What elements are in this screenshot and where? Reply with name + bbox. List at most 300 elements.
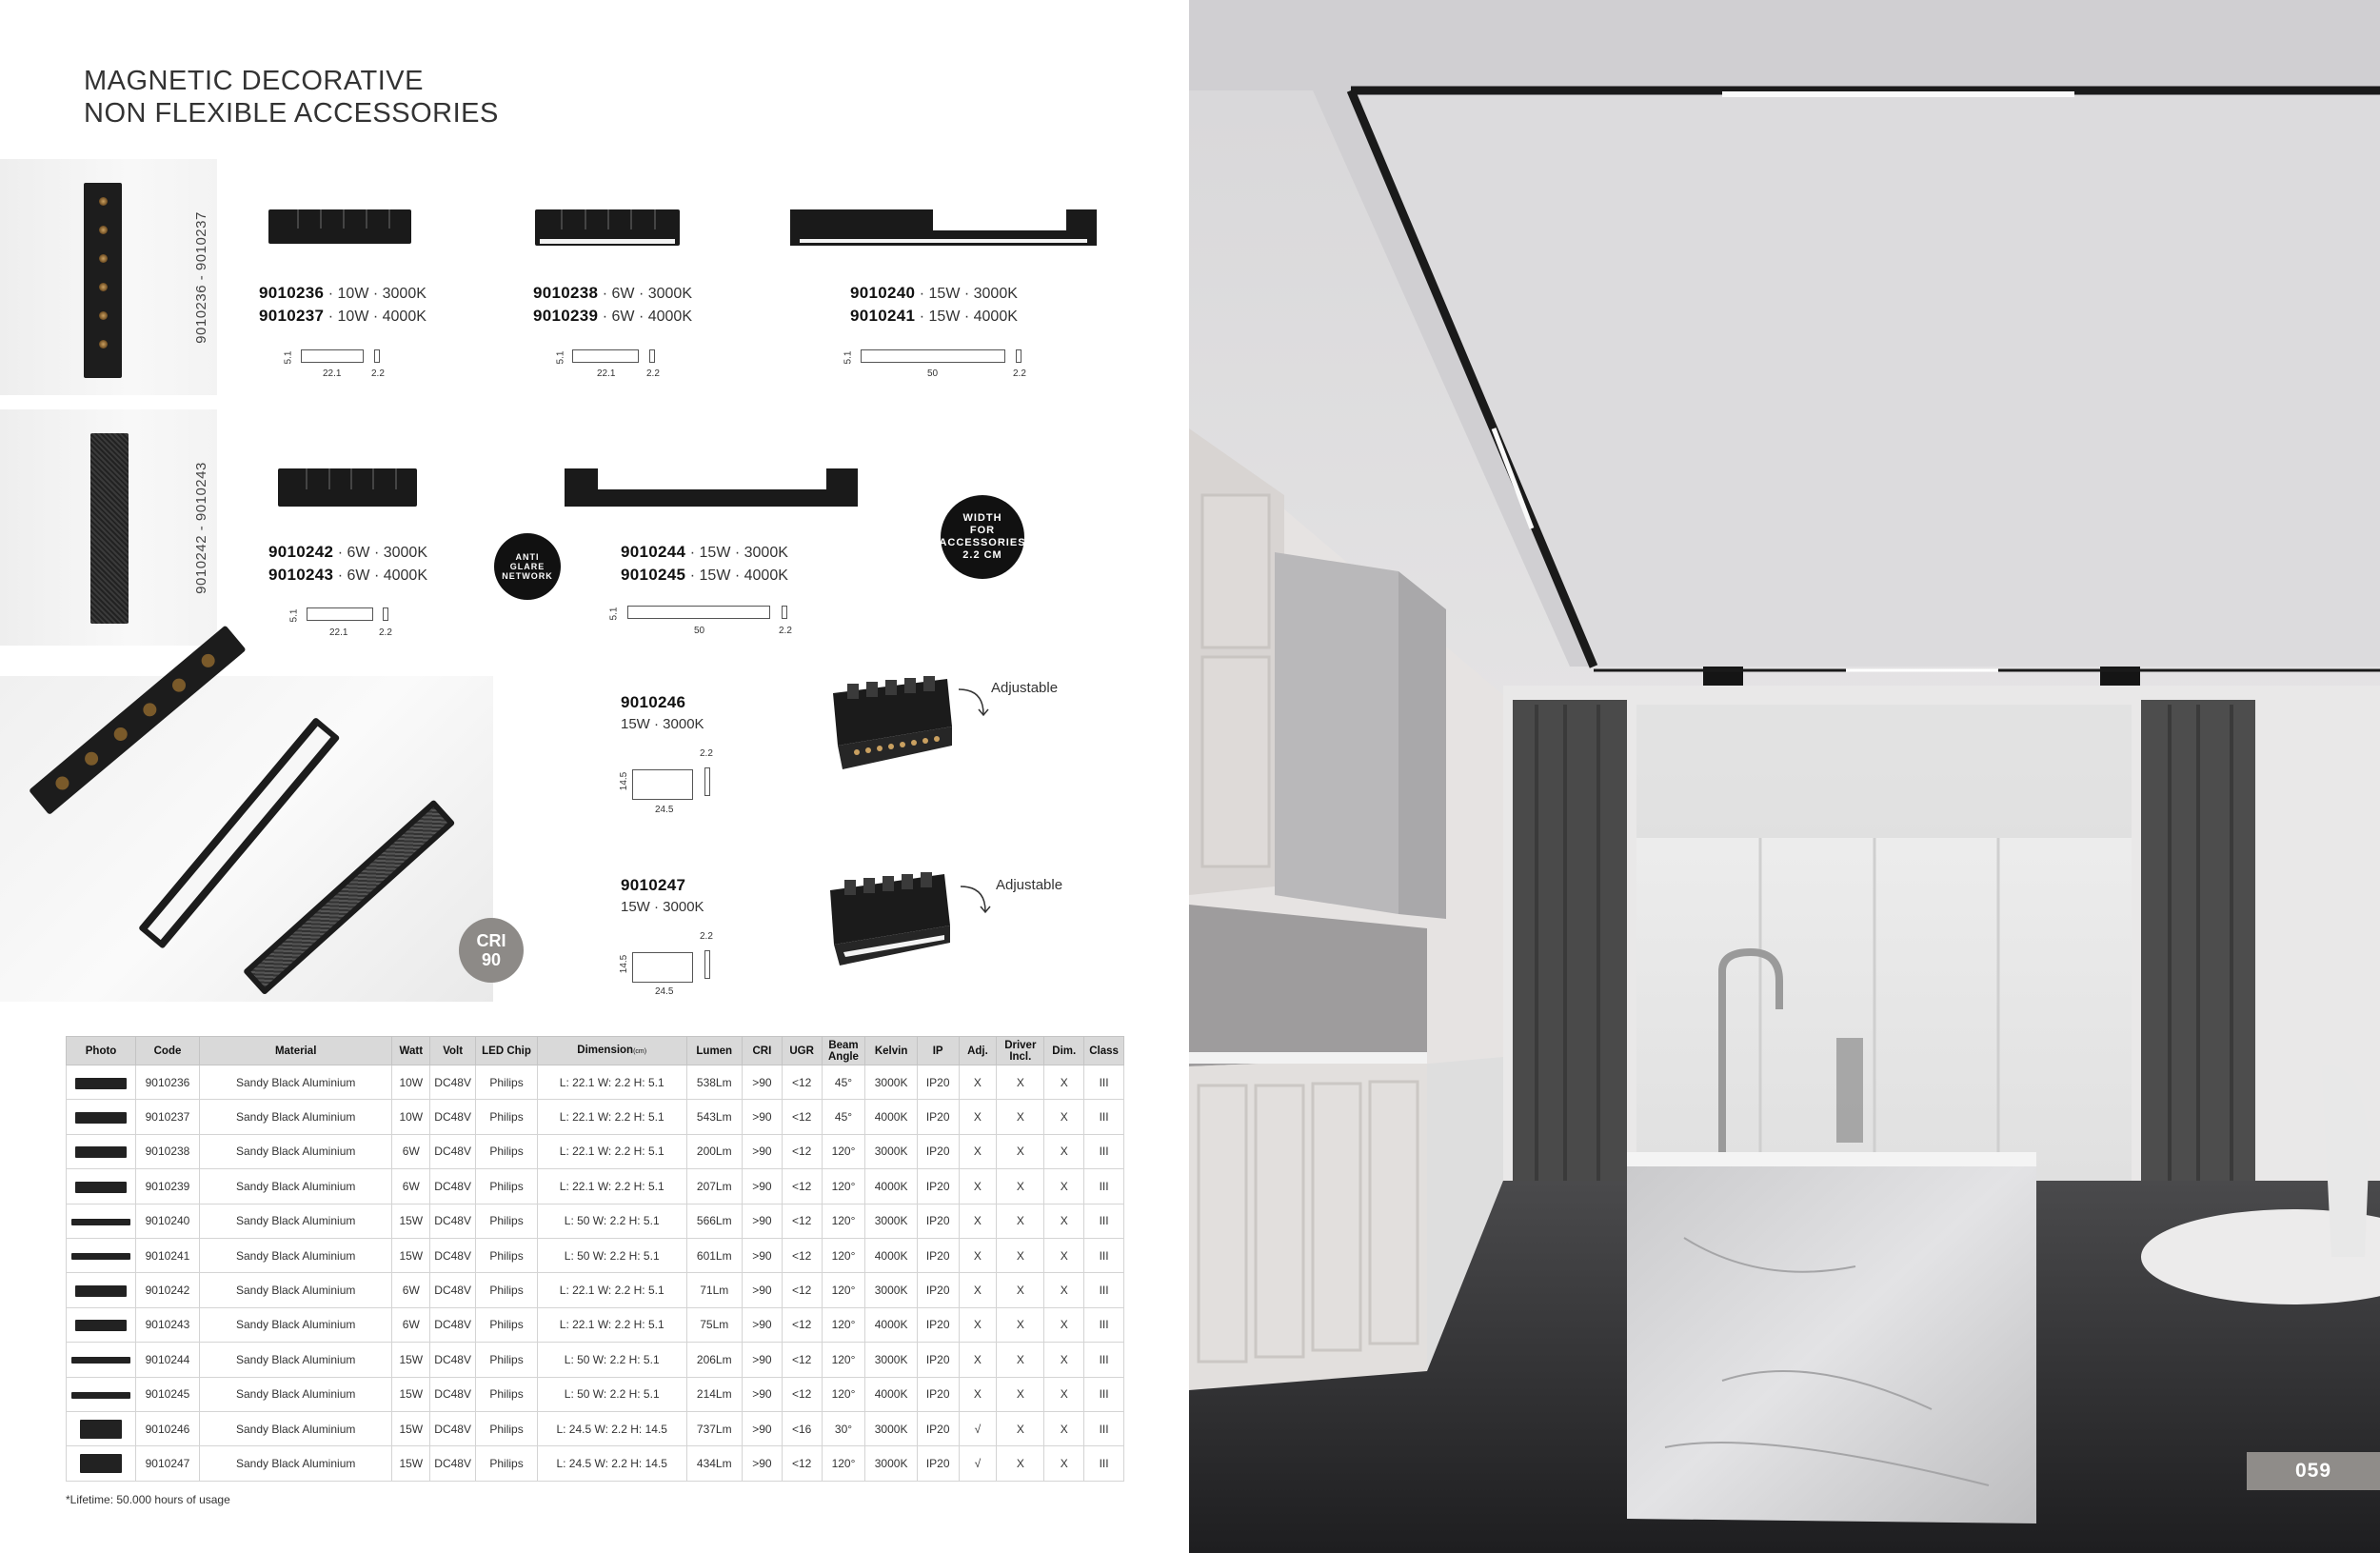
spec-9010246: 15W · 3000K bbox=[621, 716, 704, 732]
dim-width: 2.2 bbox=[379, 627, 392, 638]
cell-kelvin: 3000K bbox=[865, 1065, 917, 1100]
product-thumbnail bbox=[75, 1112, 127, 1124]
dim-length: 22.1 bbox=[323, 368, 342, 379]
code-9010246: 9010246 bbox=[621, 693, 686, 711]
dim-length: 50 bbox=[927, 368, 939, 379]
table-row bbox=[67, 1307, 1124, 1342]
product-thumbnail bbox=[75, 1182, 127, 1193]
cell-ugr: <12 bbox=[782, 1446, 822, 1481]
cell-dim: X bbox=[1044, 1307, 1084, 1342]
cell-photo bbox=[67, 1134, 136, 1168]
anti-glare-badge: ANTI GLARE NETWORK bbox=[494, 533, 561, 600]
dim-height: 14.5 bbox=[619, 954, 630, 974]
cell-adj: X bbox=[959, 1238, 997, 1272]
cell-code: 9010245 bbox=[136, 1377, 200, 1411]
cell-code: 9010244 bbox=[136, 1343, 200, 1377]
cell-ugr: <12 bbox=[782, 1100, 822, 1134]
cell-driver: X bbox=[997, 1411, 1044, 1445]
cell-adj: √ bbox=[959, 1446, 997, 1481]
led-spot bbox=[99, 311, 108, 320]
cell-volt: DC48V bbox=[430, 1307, 476, 1342]
cell-chip: Philips bbox=[476, 1273, 538, 1307]
dim-length: 22.1 bbox=[597, 368, 616, 379]
cell-ip: IP20 bbox=[917, 1169, 959, 1204]
cell-class: III bbox=[1084, 1343, 1124, 1377]
cell-lumen: 207Lm bbox=[686, 1169, 742, 1204]
cell-driver: X bbox=[997, 1204, 1044, 1238]
cell-dimension: L: 22.1 W: 2.2 H: 5.1 bbox=[537, 1065, 686, 1100]
cell-driver: X bbox=[997, 1343, 1044, 1377]
cell-kelvin: 4000K bbox=[865, 1169, 917, 1204]
cell-beam: 120° bbox=[822, 1204, 865, 1238]
adjustable-track-image-9010246 bbox=[814, 674, 957, 774]
dimension-drawing bbox=[632, 952, 693, 983]
dimension-drawing-side bbox=[1016, 349, 1021, 363]
cell-dimension: L: 50 W: 2.2 H: 5.1 bbox=[537, 1343, 686, 1377]
cell-driver: X bbox=[997, 1100, 1044, 1134]
cell-dimension: L: 50 W: 2.2 H: 5.1 bbox=[537, 1204, 686, 1238]
cell-class: III bbox=[1084, 1273, 1124, 1307]
cell-chip: Philips bbox=[476, 1169, 538, 1204]
code-9010244: 9010244 · 15W · 3000K bbox=[621, 543, 788, 561]
cell-watt: 6W bbox=[392, 1307, 430, 1342]
cell-ip: IP20 bbox=[917, 1204, 959, 1238]
cell-cri: >90 bbox=[742, 1100, 782, 1134]
cell-chip: Philips bbox=[476, 1134, 538, 1168]
cell-ip: IP20 bbox=[917, 1446, 959, 1481]
cell-material: Sandy Black Aluminium bbox=[199, 1411, 392, 1445]
cell-volt: DC48V bbox=[430, 1169, 476, 1204]
dimension-drawing bbox=[301, 349, 364, 363]
cell-kelvin: 4000K bbox=[865, 1377, 917, 1411]
cell-photo bbox=[67, 1343, 136, 1377]
adjustable-label-9010246: Adjustable bbox=[991, 680, 1059, 696]
cell-watt: 6W bbox=[392, 1273, 430, 1307]
cell-kelvin: 3000K bbox=[865, 1273, 917, 1307]
cell-driver: X bbox=[997, 1446, 1044, 1481]
table-row bbox=[67, 1343, 1124, 1377]
dim-height: 5.1 bbox=[288, 608, 300, 623]
code-9010245: 9010245 · 15W · 4000K bbox=[621, 566, 788, 584]
dim-width: 2.2 bbox=[646, 368, 660, 379]
code-9010239: 9010239 · 6W · 4000K bbox=[533, 307, 692, 325]
cell-ip: IP20 bbox=[917, 1238, 959, 1272]
product-image-9010236 bbox=[268, 209, 411, 244]
cell-ugr: <16 bbox=[782, 1411, 822, 1445]
spec-table bbox=[66, 1036, 1124, 1482]
product-photo-9010236 bbox=[0, 159, 217, 395]
cell-material: Sandy Black Aluminium bbox=[199, 1100, 392, 1134]
cell-beam: 120° bbox=[822, 1446, 865, 1481]
th-led-chip: LED Chip bbox=[476, 1037, 538, 1065]
cell-dim: X bbox=[1044, 1377, 1084, 1411]
cell-ugr: <12 bbox=[782, 1169, 822, 1204]
cell-class: III bbox=[1084, 1377, 1124, 1411]
left-page bbox=[0, 0, 1189, 1553]
cell-watt: 15W bbox=[392, 1343, 430, 1377]
cell-dim: X bbox=[1044, 1446, 1084, 1481]
dim-length: 24.5 bbox=[655, 805, 674, 815]
dim-height: 5.1 bbox=[555, 350, 566, 365]
cell-beam: 120° bbox=[822, 1134, 865, 1168]
cell-chip: Philips bbox=[476, 1411, 538, 1445]
product-thumbnail bbox=[75, 1146, 127, 1158]
cell-material: Sandy Black Aluminium bbox=[199, 1238, 392, 1272]
cell-volt: DC48V bbox=[430, 1343, 476, 1377]
cell-material: Sandy Black Aluminium bbox=[199, 1307, 392, 1342]
adjustable-label-9010247: Adjustable bbox=[996, 877, 1063, 893]
width-badge: WIDTH FOR ACCESSORIES 2.2 CM bbox=[941, 495, 1024, 579]
cell-lumen: 566Lm bbox=[686, 1204, 742, 1238]
dim-width: 2.2 bbox=[371, 368, 385, 379]
cell-dim: X bbox=[1044, 1411, 1084, 1445]
dimension-drawing-side bbox=[782, 606, 787, 619]
cell-watt: 15W bbox=[392, 1411, 430, 1445]
table-header-row bbox=[67, 1037, 1124, 1065]
cell-beam: 120° bbox=[822, 1273, 865, 1307]
product-thumbnail bbox=[71, 1253, 130, 1260]
cell-photo bbox=[67, 1446, 136, 1481]
cell-watt: 15W bbox=[392, 1238, 430, 1272]
cell-driver: X bbox=[997, 1134, 1044, 1168]
product-image-9010242 bbox=[278, 468, 417, 507]
cell-code: 9010237 bbox=[136, 1100, 200, 1134]
cell-dimension: L: 22.1 W: 2.2 H: 5.1 bbox=[537, 1169, 686, 1204]
cell-driver: X bbox=[997, 1169, 1044, 1204]
cell-volt: DC48V bbox=[430, 1377, 476, 1411]
th-adj: Adj. bbox=[959, 1037, 997, 1065]
cell-dim: X bbox=[1044, 1238, 1084, 1272]
dim-width: 2.2 bbox=[1013, 368, 1026, 379]
th-dim: Dim. bbox=[1044, 1037, 1084, 1065]
table-row bbox=[67, 1204, 1124, 1238]
kitchen-scene-image bbox=[1189, 0, 2380, 1553]
cell-watt: 6W bbox=[392, 1134, 430, 1168]
cell-photo bbox=[67, 1238, 136, 1272]
cell-cri: >90 bbox=[742, 1343, 782, 1377]
cell-beam: 120° bbox=[822, 1169, 865, 1204]
cell-ugr: <12 bbox=[782, 1273, 822, 1307]
dimension-drawing bbox=[307, 607, 373, 621]
cell-ugr: <12 bbox=[782, 1343, 822, 1377]
cell-watt: 10W bbox=[392, 1065, 430, 1100]
cell-cri: >90 bbox=[742, 1065, 782, 1100]
cell-ip: IP20 bbox=[917, 1307, 959, 1342]
cell-class: III bbox=[1084, 1134, 1124, 1168]
cell-ip: IP20 bbox=[917, 1343, 959, 1377]
page-title-line-2: NON FLEXIBLE ACCESSORIES bbox=[84, 98, 499, 129]
th-dimension: Dimension(cm) bbox=[537, 1037, 686, 1065]
cell-code: 9010246 bbox=[136, 1411, 200, 1445]
cell-class: III bbox=[1084, 1169, 1124, 1204]
dim-length: 22.1 bbox=[329, 627, 348, 638]
cell-kelvin: 3000K bbox=[865, 1343, 917, 1377]
cell-driver: X bbox=[997, 1307, 1044, 1342]
cell-beam: 120° bbox=[822, 1377, 865, 1411]
cell-lumen: 214Lm bbox=[686, 1377, 742, 1411]
cell-class: III bbox=[1084, 1100, 1124, 1134]
code-9010236: 9010236 · 10W · 3000K bbox=[259, 284, 426, 302]
cell-class: III bbox=[1084, 1238, 1124, 1272]
antiglare-strip-angled bbox=[243, 799, 455, 995]
cell-photo bbox=[67, 1100, 136, 1134]
cell-photo bbox=[67, 1169, 136, 1204]
product-group-photo bbox=[0, 676, 506, 1002]
cell-kelvin: 4000K bbox=[865, 1307, 917, 1342]
table-row bbox=[67, 1169, 1124, 1204]
product-thumbnail bbox=[71, 1219, 130, 1225]
cell-ugr: <12 bbox=[782, 1065, 822, 1100]
dimension-drawing-side bbox=[704, 950, 710, 979]
cell-chip: Philips bbox=[476, 1204, 538, 1238]
cell-material: Sandy Black Aluminium bbox=[199, 1134, 392, 1168]
cell-lumen: 200Lm bbox=[686, 1134, 742, 1168]
cell-ugr: <12 bbox=[782, 1307, 822, 1342]
cell-kelvin: 3000K bbox=[865, 1411, 917, 1445]
cell-adj: √ bbox=[959, 1411, 997, 1445]
cell-dimension: L: 22.1 W: 2.2 H: 5.1 bbox=[537, 1134, 686, 1168]
cell-adj: X bbox=[959, 1307, 997, 1342]
cell-class: III bbox=[1084, 1307, 1124, 1342]
product-photo-9010242 bbox=[0, 409, 217, 646]
dimension-drawing bbox=[632, 769, 693, 800]
table-row bbox=[67, 1100, 1124, 1134]
cell-beam: 120° bbox=[822, 1307, 865, 1342]
product-thumbnail bbox=[80, 1420, 122, 1439]
table-row bbox=[67, 1238, 1124, 1272]
product-thumbnail bbox=[75, 1078, 127, 1089]
cell-watt: 10W bbox=[392, 1100, 430, 1134]
cell-class: III bbox=[1084, 1204, 1124, 1238]
cell-ugr: <12 bbox=[782, 1377, 822, 1411]
spot-strip-angled bbox=[29, 625, 247, 815]
cell-cri: >90 bbox=[742, 1411, 782, 1445]
cell-photo bbox=[67, 1377, 136, 1411]
product-thumbnail bbox=[80, 1454, 122, 1473]
dimension-drawing-side bbox=[374, 349, 380, 363]
table-row bbox=[67, 1411, 1124, 1445]
product-thumbnail bbox=[71, 1392, 130, 1399]
cell-ip: IP20 bbox=[917, 1273, 959, 1307]
code-9010247: 9010247 bbox=[621, 876, 686, 894]
cell-kelvin: 3000K bbox=[865, 1204, 917, 1238]
cell-dim: X bbox=[1044, 1065, 1084, 1100]
cell-dimension: L: 24.5 W: 2.2 H: 14.5 bbox=[537, 1411, 686, 1445]
cell-photo bbox=[67, 1411, 136, 1445]
cell-chip: Philips bbox=[476, 1446, 538, 1481]
cell-cri: >90 bbox=[742, 1238, 782, 1272]
th-driver: Driver Incl. bbox=[997, 1037, 1044, 1065]
cell-code: 9010241 bbox=[136, 1238, 200, 1272]
cell-material: Sandy Black Aluminium bbox=[199, 1377, 392, 1411]
cell-ugr: <12 bbox=[782, 1134, 822, 1168]
dim-width: 2.2 bbox=[700, 748, 713, 759]
cell-lumen: 434Lm bbox=[686, 1446, 742, 1481]
cell-cri: >90 bbox=[742, 1273, 782, 1307]
cell-dimension: L: 50 W: 2.2 H: 5.1 bbox=[537, 1238, 686, 1272]
cell-material: Sandy Black Aluminium bbox=[199, 1065, 392, 1100]
cell-beam: 120° bbox=[822, 1238, 865, 1272]
cell-lumen: 538Lm bbox=[686, 1065, 742, 1100]
cell-dimension: L: 22.1 W: 2.2 H: 5.1 bbox=[537, 1273, 686, 1307]
cell-dim: X bbox=[1044, 1100, 1084, 1134]
product-image-9010244 bbox=[565, 468, 858, 507]
cell-driver: X bbox=[997, 1377, 1044, 1411]
cell-ip: IP20 bbox=[917, 1134, 959, 1168]
code-9010238: 9010238 · 6W · 3000K bbox=[533, 284, 692, 302]
th-watt: Watt bbox=[392, 1037, 430, 1065]
led-spot bbox=[99, 197, 108, 206]
interior-photo bbox=[1189, 0, 2380, 1553]
vertical-antiglare-strip bbox=[90, 433, 129, 624]
cell-lumen: 737Lm bbox=[686, 1411, 742, 1445]
cell-cri: >90 bbox=[742, 1169, 782, 1204]
cell-cri: >90 bbox=[742, 1134, 782, 1168]
cell-cri: >90 bbox=[742, 1307, 782, 1342]
th-kelvin: Kelvin bbox=[865, 1037, 917, 1065]
th-class: Class bbox=[1084, 1037, 1124, 1065]
th-lumen: Lumen bbox=[686, 1037, 742, 1065]
dimension-drawing bbox=[572, 349, 639, 363]
dim-height: 14.5 bbox=[619, 771, 630, 791]
adjustable-track-image-9010247 bbox=[811, 866, 954, 971]
dim-length: 50 bbox=[694, 626, 705, 636]
product-thumbnail bbox=[75, 1320, 127, 1331]
th-material: Material bbox=[199, 1037, 392, 1065]
cell-chip: Philips bbox=[476, 1307, 538, 1342]
cell-code: 9010239 bbox=[136, 1169, 200, 1204]
cell-code: 9010240 bbox=[136, 1204, 200, 1238]
led-spot bbox=[99, 254, 108, 263]
th-ip: IP bbox=[917, 1037, 959, 1065]
cell-adj: X bbox=[959, 1169, 997, 1204]
dimension-drawing-side bbox=[704, 767, 710, 796]
adjust-arrow-icon bbox=[955, 684, 991, 718]
cell-beam: 120° bbox=[822, 1343, 865, 1377]
cell-material: Sandy Black Aluminium bbox=[199, 1169, 392, 1204]
code-9010240: 9010240 · 15W · 3000K bbox=[850, 284, 1018, 302]
cell-dim: X bbox=[1044, 1169, 1084, 1204]
cell-material: Sandy Black Aluminium bbox=[199, 1343, 392, 1377]
cell-class: III bbox=[1084, 1446, 1124, 1481]
table-row bbox=[67, 1446, 1124, 1481]
dim-width: 2.2 bbox=[779, 626, 792, 636]
product-thumbnail bbox=[75, 1285, 127, 1297]
cell-volt: DC48V bbox=[430, 1065, 476, 1100]
cell-photo bbox=[67, 1065, 136, 1100]
cell-driver: X bbox=[997, 1273, 1044, 1307]
cell-ip: IP20 bbox=[917, 1065, 959, 1100]
cell-cri: >90 bbox=[742, 1377, 782, 1411]
cell-code: 9010242 bbox=[136, 1273, 200, 1307]
dim-height: 5.1 bbox=[283, 350, 294, 365]
dimension-drawing-side bbox=[383, 607, 388, 621]
page-title-line-1: MAGNETIC DECORATIVE bbox=[84, 66, 424, 96]
cell-dim: X bbox=[1044, 1343, 1084, 1377]
dimension-drawing bbox=[627, 606, 770, 619]
cell-volt: DC48V bbox=[430, 1134, 476, 1168]
code-9010242: 9010242 · 6W · 3000K bbox=[268, 543, 427, 561]
cell-ip: IP20 bbox=[917, 1100, 959, 1134]
footnote: *Lifetime: 50.000 hours of usage bbox=[66, 1493, 230, 1506]
table-row bbox=[67, 1065, 1124, 1100]
page-title bbox=[84, 65, 499, 129]
cell-ugr: <12 bbox=[782, 1238, 822, 1272]
product-thumbnail bbox=[71, 1357, 130, 1364]
th-volt: Volt bbox=[430, 1037, 476, 1065]
th-ugr: UGR bbox=[782, 1037, 822, 1065]
dim-width: 2.2 bbox=[700, 931, 713, 942]
product-image-9010240 bbox=[790, 209, 1097, 246]
cell-kelvin: 4000K bbox=[865, 1238, 917, 1272]
cell-dim: X bbox=[1044, 1273, 1084, 1307]
dimension-drawing-side bbox=[649, 349, 655, 363]
cell-adj: X bbox=[959, 1204, 997, 1238]
cell-volt: DC48V bbox=[430, 1100, 476, 1134]
cell-dim: X bbox=[1044, 1204, 1084, 1238]
table-body bbox=[67, 1065, 1124, 1482]
cell-beam: 45° bbox=[822, 1065, 865, 1100]
dimension-drawing bbox=[861, 349, 1005, 363]
cell-volt: DC48V bbox=[430, 1238, 476, 1272]
cell-volt: DC48V bbox=[430, 1446, 476, 1481]
th-photo: Photo bbox=[67, 1037, 136, 1065]
cell-ip: IP20 bbox=[917, 1377, 959, 1411]
th-beam-angle: Beam Angle bbox=[822, 1037, 865, 1065]
cell-adj: X bbox=[959, 1134, 997, 1168]
photo-caption: 9010236 - 9010237 bbox=[192, 210, 209, 344]
cell-photo bbox=[67, 1273, 136, 1307]
cell-ugr: <12 bbox=[782, 1204, 822, 1238]
th-code: Code bbox=[136, 1037, 200, 1065]
cell-dimension: L: 22.1 W: 2.2 H: 5.1 bbox=[537, 1307, 686, 1342]
cell-dim: X bbox=[1044, 1134, 1084, 1168]
table-row bbox=[67, 1273, 1124, 1307]
cell-driver: X bbox=[997, 1065, 1044, 1100]
dim-length: 24.5 bbox=[655, 986, 674, 997]
cell-watt: 15W bbox=[392, 1377, 430, 1411]
cell-dimension: L: 24.5 W: 2.2 H: 14.5 bbox=[537, 1446, 686, 1481]
spec-9010247: 15W · 3000K bbox=[621, 899, 704, 915]
cell-volt: DC48V bbox=[430, 1273, 476, 1307]
code-9010237: 9010237 · 10W · 4000K bbox=[259, 307, 426, 325]
cell-material: Sandy Black Aluminium bbox=[199, 1204, 392, 1238]
led-spot bbox=[99, 283, 108, 291]
led-spot bbox=[99, 340, 108, 348]
cell-cri: >90 bbox=[742, 1446, 782, 1481]
cell-watt: 15W bbox=[392, 1204, 430, 1238]
cell-adj: X bbox=[959, 1343, 997, 1377]
cell-code: 9010236 bbox=[136, 1065, 200, 1100]
cell-chip: Philips bbox=[476, 1343, 538, 1377]
cri-badge: CRI 90 bbox=[459, 918, 524, 983]
product-image-9010238 bbox=[535, 209, 680, 246]
cell-ip: IP20 bbox=[917, 1411, 959, 1445]
dim-height: 5.1 bbox=[843, 350, 854, 365]
cell-chip: Philips bbox=[476, 1238, 538, 1272]
cell-volt: DC48V bbox=[430, 1411, 476, 1445]
adjust-arrow-icon bbox=[957, 881, 993, 915]
cell-code: 9010243 bbox=[136, 1307, 200, 1342]
cell-dimension: L: 50 W: 2.2 H: 5.1 bbox=[537, 1377, 686, 1411]
code-9010241: 9010241 · 15W · 4000K bbox=[850, 307, 1018, 325]
cell-code: 9010238 bbox=[136, 1134, 200, 1168]
cell-chip: Philips bbox=[476, 1065, 538, 1100]
cell-material: Sandy Black Aluminium bbox=[199, 1273, 392, 1307]
dim-height: 5.1 bbox=[608, 607, 620, 621]
cell-driver: X bbox=[997, 1238, 1044, 1272]
cell-adj: X bbox=[959, 1100, 997, 1134]
